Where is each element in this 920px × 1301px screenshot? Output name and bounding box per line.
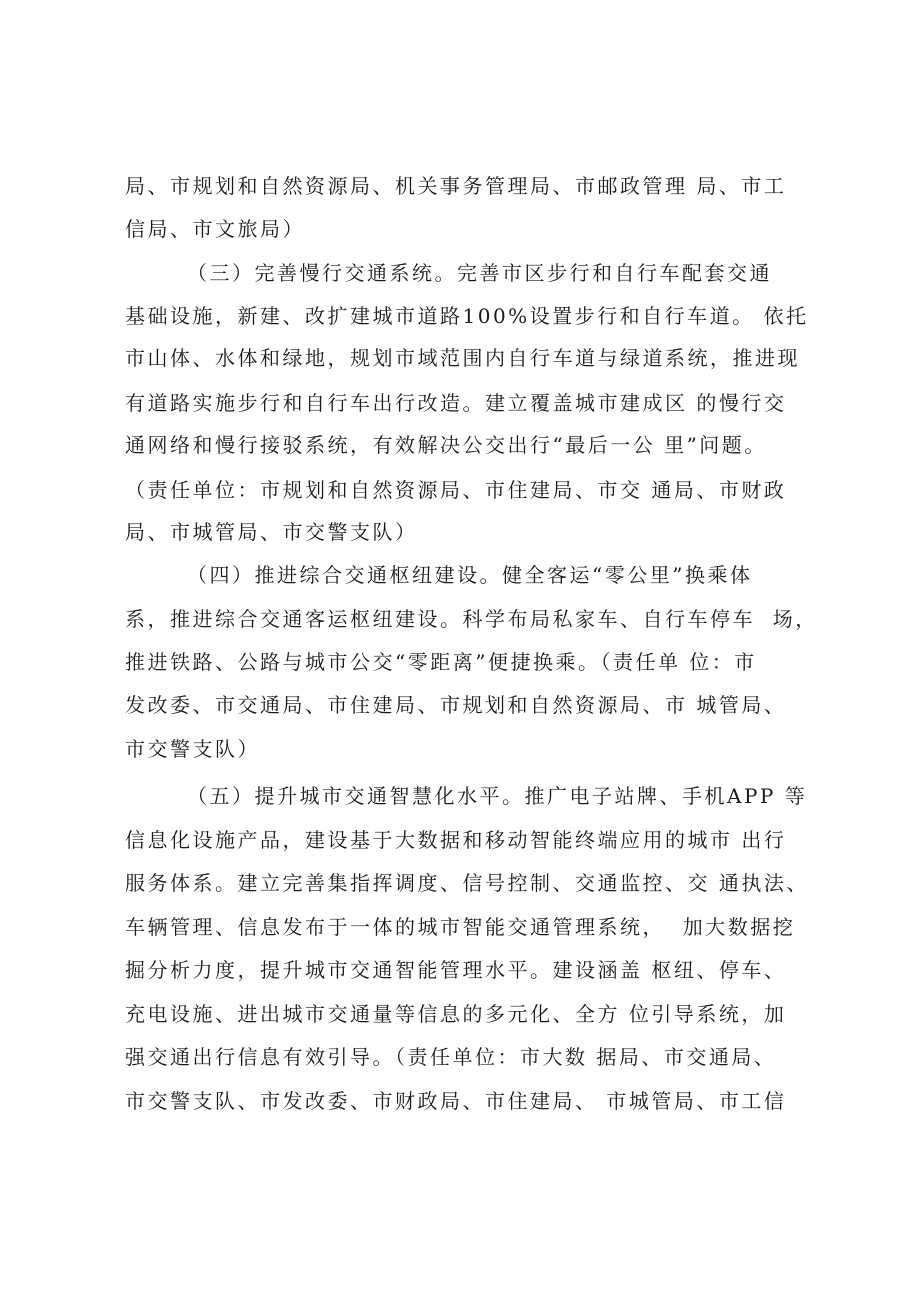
body-text-line: 市交警支队） bbox=[125, 737, 260, 761]
body-text-line: 局、市城管局、市交警支队） bbox=[125, 520, 418, 544]
body-text-line: 掘分析力度，提升城市交通智能管理水平。建设涵盖 枢纽、停车、 bbox=[125, 958, 787, 982]
body-text-line: 车辆管理、信息发布于一体的城市智能交通管理系统， 加大数据挖 bbox=[125, 915, 796, 939]
body-text-line: 市山体、水体和绿地，规划市域范围内自行车道与绿道系统，推进现 bbox=[125, 346, 800, 370]
body-text-line: 信局、市文旅局） bbox=[125, 217, 305, 241]
body-text-line: 有道路实施步行和自行车出行改造。建立覆盖城市建成区 的慢行交 bbox=[125, 391, 787, 415]
body-text-line: 市交警支队、市发改委、市财政局、市住建局、 市城管局、市工信 bbox=[125, 1089, 787, 1113]
body-text-line: （责任单位：市规划和自然资源局、市住建局、市交 通局、市财政 bbox=[125, 478, 787, 502]
body-text-line: 强交通出行信息有效引导。（责任单位：市大数 据局、市交通局、 bbox=[125, 1045, 777, 1069]
body-text-line: 推进铁路、公路与城市公交“零距离”便捷换乘。（责任单 位：市 bbox=[125, 650, 757, 674]
body-text-line: 系，推进综合交通客运枢纽建设。科学布局私家车、自行车停车 场， bbox=[125, 607, 818, 631]
paragraph-four-heading-line: （四）推进综合交通枢纽建设。健全客运“零公里”换乘体 bbox=[187, 563, 753, 587]
body-text-line: 信息化设施产品，建设基于大数据和移动智能终端应用的城市 出行 bbox=[125, 828, 787, 852]
body-text-line: 服务体系。建立完善集指挥调度、信号控制、交通监控、交 通执法、 bbox=[125, 871, 809, 895]
body-text-line: 基础设施，新建、改扩建城市道路100%设置步行和自行车道。 依托 bbox=[125, 304, 809, 328]
paragraph-three-heading-line: （三）完善慢行交通系统。完善市区步行和自行车配套交通 bbox=[187, 261, 772, 285]
body-text-line: 充电设施、进出城市交通量等信息的多元化、全方 位引导系统，加 bbox=[125, 1002, 787, 1026]
body-text-line: 局、市规划和自然资源局、机关事务管理局、市邮政管理 局、市工 bbox=[125, 174, 787, 198]
body-text-line: 通网络和慢行接驳系统，有效解决公交出行“最后一公 里”问题。 bbox=[125, 433, 767, 457]
paragraph-five-heading-line: （五）提升城市交通智慧化水平。推广电子站牌、手机APP 等 bbox=[187, 784, 808, 808]
body-text-line: 发改委、市交通局、市住建局、市规划和自然资源局、市 城管局、 bbox=[125, 693, 787, 717]
